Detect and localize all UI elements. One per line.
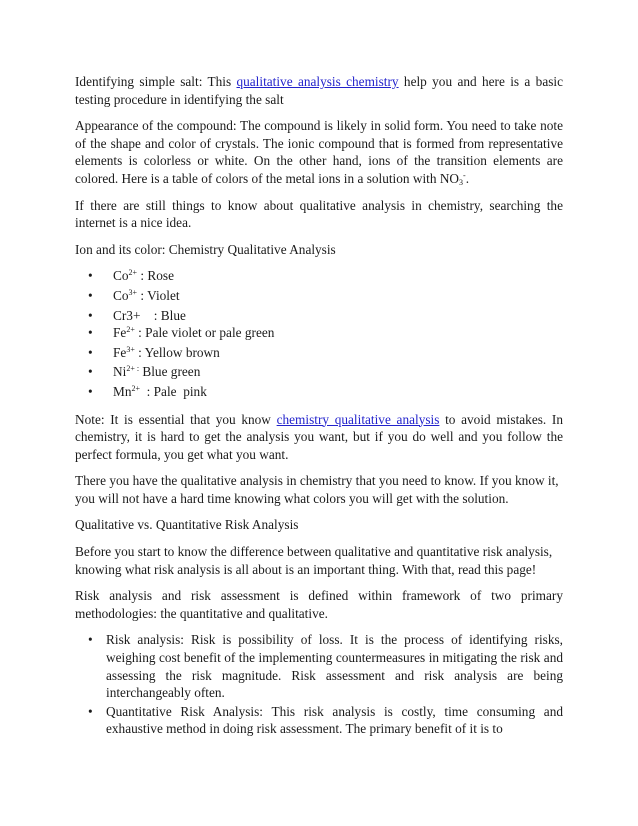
risk-intro-paragraph: Before you start to know the difference between qualitative and quantitative risk analysis, knowing what risk analysis is all about is an important thing. With that, read this page! xyxy=(75,544,553,577)
intro-paragraph: Identifying simple salt: This qualitative analysis chemistry help you and here is a basic testing procedure in identifying the salt xyxy=(75,74,563,107)
risk-section-heading: Qualitative vs. Quantitative Risk Analysis xyxy=(75,517,299,533)
document-body xyxy=(75,73,563,739)
appearance-paragraph: Appearance of the compound: The compound is likely in solid form. You need to take note of the shape and color of crystals. The ionic compound that is formed from representative elements is colorless or white. On the other hand, ions of the transition elements are colored. Here is a table of colors of the metal ions in a solution with $NO_3^-$. xyxy=(75,118,563,187)
list-item: • $Mn^{2+}$ : Pale pink xyxy=(75,383,563,403)
qualitative-analysis-chemistry-link[interactable]: qualitative analysis chemistry xyxy=(236,74,399,89)
summary-paragraph: There you have the qualitative analysis in chemistry that you need to know. If you know it, you will not have a hard time knowing what colors you will get with the solution. xyxy=(75,473,559,506)
list-item: • $Co^{2+}$ : Rose xyxy=(75,267,563,287)
list-item: • $Fe^{2+}$ : Pale violet or pale green xyxy=(75,324,563,344)
list-item: • Risk analysis: Risk is possibility of loss. It is the process of identifying risks, weighing cost benefit of the implementing countermeasures in mitigating the risk and assessing the risk magnitude. Risk assessment and risk analysis are being interchangeably often. xyxy=(75,631,563,701)
list-item: • Quantitative Risk Analysis: This risk analysis is costly, time consuming and exhaustive method in doing risk assessment. The primary benefit of it is to xyxy=(75,703,563,738)
ion-color-heading: Ion and its color: Chemistry Qualitative Analysis xyxy=(75,241,336,257)
ion-color-list xyxy=(75,267,563,402)
risk-definition-paragraph: Risk analysis and risk assessment is defined within framework of two primary methodologies: the quantitative and qualitative. xyxy=(75,588,563,621)
list-item: • $Fe^{3+}$ : Yellow brown xyxy=(75,344,563,364)
chemistry-qualitative-analysis-link[interactable]: chemistry qualitative analysis xyxy=(276,411,440,427)
risk-list xyxy=(75,631,563,738)
list-item: • $Co^{3+}$ : Violet xyxy=(75,287,563,307)
list-item: • $Ni^{2+ :}$ Blue green xyxy=(75,363,563,383)
search-internet-paragraph: If there are still things to know about qualitative analysis in chemistry, searching the internet is a nice idea. xyxy=(75,197,563,231)
note-paragraph: Note: It is essential that you know chemistry qualitative analysis to avoid mistakes. In chemistry, it is hard to get the analysis you want, but if you do well and you follow the perfect formula, you get what you want. xyxy=(75,411,563,462)
list-item: • Cr3+ : Blue xyxy=(75,307,563,325)
